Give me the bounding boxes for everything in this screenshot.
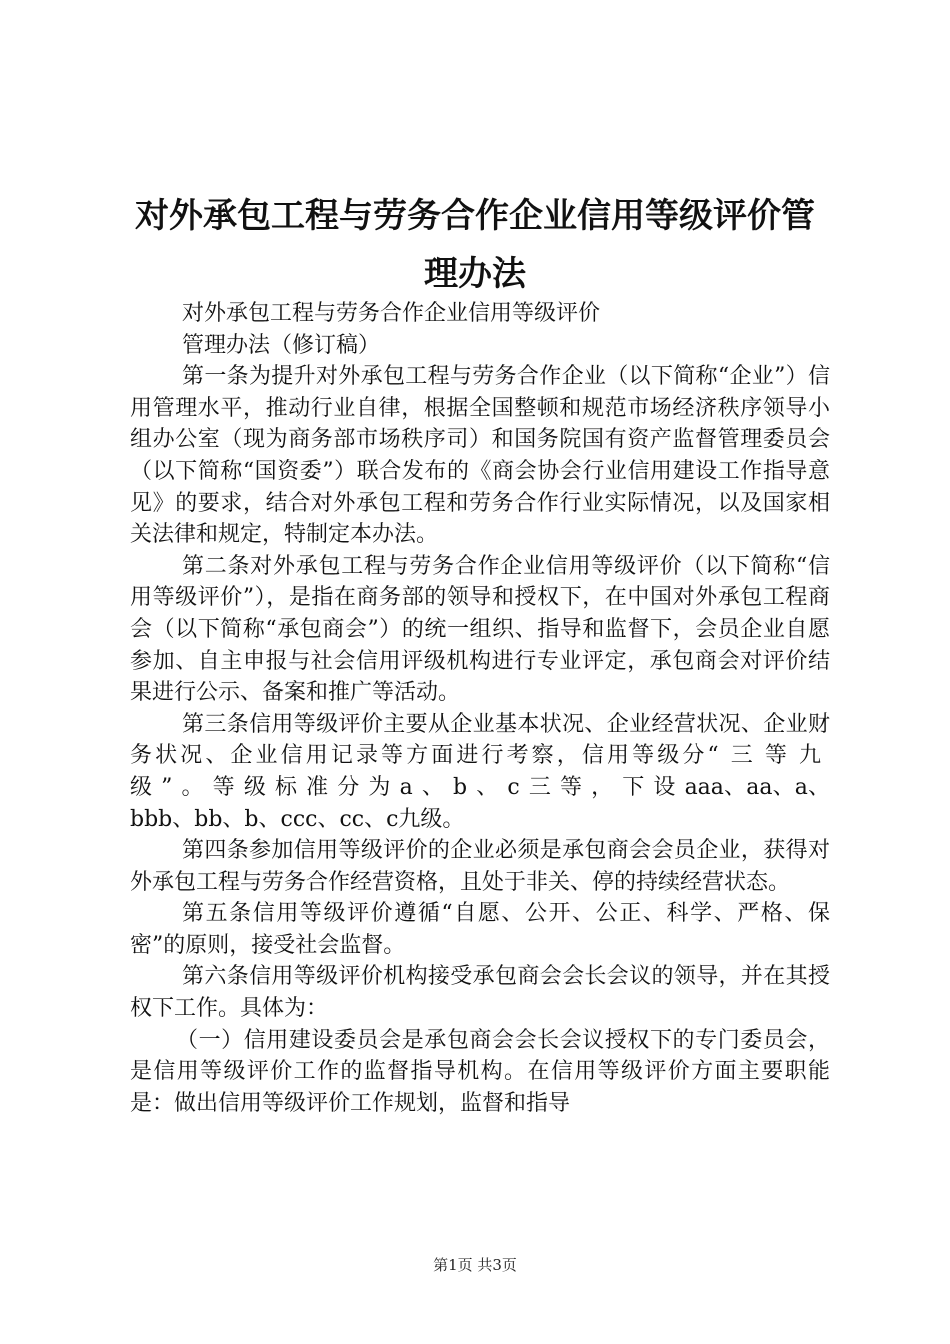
article-3-text-c: aaa、aa、a、bbb、bb、b、ccc、cc、c九级。: [130, 774, 830, 832]
document-title-line-1: 对外承包工程与劳务合作企业信用等级评价管: [135, 196, 815, 236]
subtitle-line-2: 管理办法（修订稿）: [182, 332, 381, 358]
article-3-text-a: 第三条信用等级评价主要从企业基本状况、企业经营状况、企业财务状况、企业信用记录等方面进行考察，信用等级分: [130, 711, 830, 769]
subtitle-line-1: 对外承包工程与劳务合作企业信用等级评价: [182, 301, 601, 326]
document-body: [130, 298, 830, 1119]
article-2-paragraph: 第二条对外承包工程与劳务合作企业信用等级评价（以下简称“信用等级评价”），是指在商务部的领导和授权下，在中国对外承包工程商会（以下简称“承包商会”）的统一组织、指导和监督下，会员企业自愿参加、自主申报与社会信用评级机构进行专业评定，承包商会对评价结果进行公示、备案和推广等活动。: [130, 553, 830, 706]
page-footer: 第1页 共3页: [433, 1256, 517, 1274]
article-3-text-b: “三等九级”。等级标准分为a、b、c三等，下设: [130, 743, 830, 800]
article-3-paragraph: [130, 709, 830, 835]
article-6-paragraph: 第六条信用等级评价机构接受承包商会会长会议的领导，并在其授权下工作。具体为：: [130, 964, 830, 1022]
article-4-paragraph: 第四条参加信用等级评价的企业必须是承包商会会员企业，获得对外承包工程与劳务合作经营资格，且处于非关、停的持续经营状态。: [130, 838, 830, 895]
article-1-paragraph: 第一条为提升对外承包工程与劳务合作企业（以下简称“企业”）信用管理水平，推动行业自律，根据全国整顿和规范市场经济秩序领导小组办公室（现为商务部市场秩序司）和国务院国有资产监督管理委员会（以下简称“国资委”）联合发布的《商会协会行业信用建设工作指导意见》的要求，结合对外承包工程和劳务合作行业实际情况，以及国家相关法律和规定，特制定本办法。: [130, 364, 830, 548]
item-1-paragraph: （一）信用建设委员会是承包商会会长会议授权下的专门委员会，是信用等级评价工作的监督指导机构。在信用等级评价方面主要职能是：做出信用等级评价工作规划，监督和指导: [130, 1027, 830, 1116]
document-title-line-2: 理办法: [424, 254, 526, 294]
article-5-paragraph: 第五条信用等级评价遵循“自愿、公开、公正、科学、严格、保密”的原则，接受社会监督。: [130, 901, 830, 958]
